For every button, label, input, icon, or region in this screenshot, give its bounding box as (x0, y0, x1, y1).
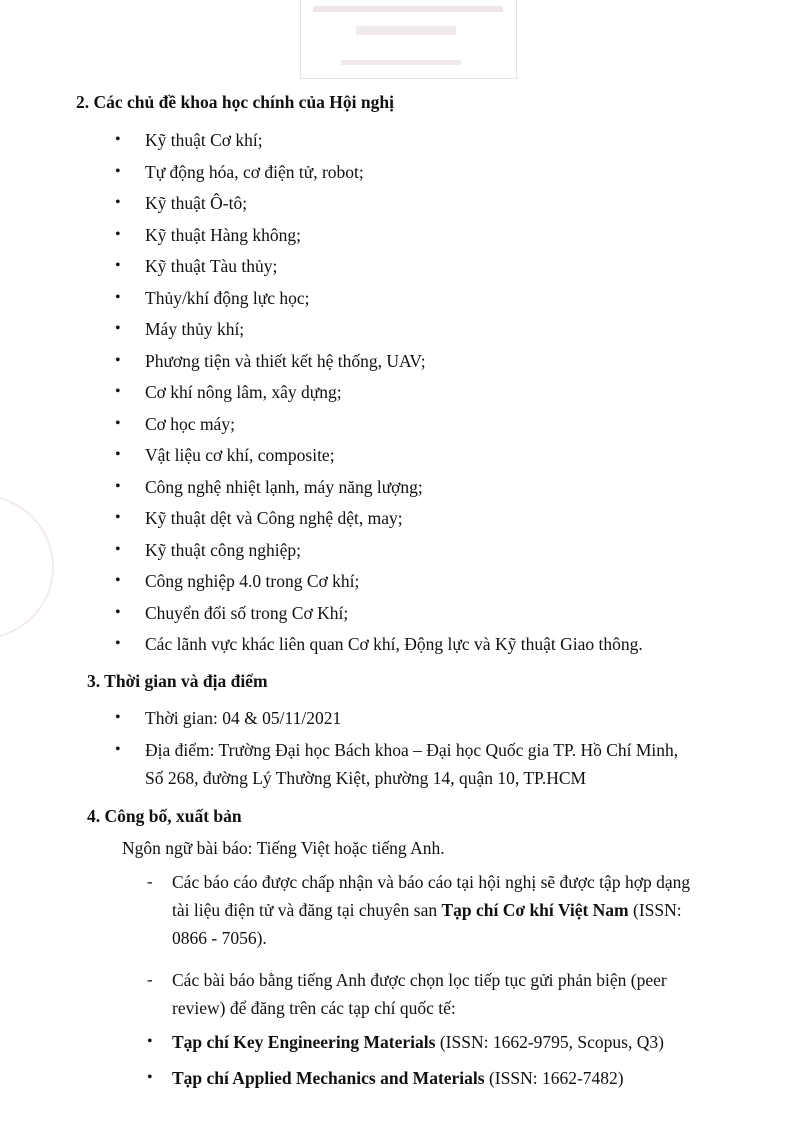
topic-item: Thủy/khí động lực học; (145, 287, 310, 308)
journal-2-name: Tạp chí Applied Mechanics and Materials (172, 1068, 485, 1088)
topic-item: Vật liệu cơ khí, composite; (145, 445, 335, 465)
journal-2 (172, 1068, 624, 1088)
topic-item: Công nghiệp 4.0 trong Cơ khí; (145, 571, 360, 591)
bullet-icon: • (115, 635, 121, 652)
topic-item: Máy thủy khí; (145, 319, 245, 339)
publication-item-2-line-1: Các bài báo bằng tiếng Anh được chọn lọc tiếp tục gửi phản biện (peer (172, 970, 667, 990)
stamp-mark (300, 0, 517, 79)
bullet-icon: • (115, 131, 121, 148)
bullet-icon: • (115, 414, 121, 432)
paper-language: Ngôn ngữ bài báo: Tiếng Việt hoặc tiếng Anh. (122, 838, 445, 858)
bullet-icon: • (115, 477, 121, 495)
bullet-icon: • (115, 288, 121, 306)
publication-item-1-line-1: Các báo cáo được chấp nhận và báo cáo tại hội nghị sẽ được tập hợp dạng (172, 872, 691, 892)
topic-item: Phương tiện và thiết kết hệ thống, UAV; (145, 350, 426, 371)
topic-item: Công nghệ nhiệt lạnh, máy năng lượng; (145, 476, 423, 497)
bullet-icon: • (115, 509, 121, 526)
section-3-heading: 3. Thời gian và địa điểm (87, 671, 268, 691)
bullet-icon: • (115, 225, 121, 243)
bullet-icon: • (115, 257, 121, 274)
bullet-icon: • (115, 540, 121, 558)
publication-item-1-issn: (ISSN: (628, 900, 682, 920)
topic-item: Kỹ thuật dệt và Công nghệ dệt, may; (145, 508, 403, 528)
journal-1 (172, 1032, 664, 1052)
journal-1-details: (ISSN: 1662-9795, Scopus, Q3) (435, 1032, 664, 1052)
bullet-icon: • (115, 320, 121, 337)
topic-item: Cơ học máy; (145, 413, 235, 434)
publication-item-1-text: tài liệu điện tử và đăng tại chuyên san (172, 900, 442, 920)
dash-icon: - (147, 872, 153, 891)
topic-item: Kỹ thuật Hàng không; (145, 224, 302, 245)
seal-mark (0, 495, 54, 639)
bullet-icon: • (115, 162, 121, 180)
topic-item: Tự động hóa, cơ điện tử, robot; (145, 161, 364, 182)
bullet-icon: • (115, 741, 121, 758)
topic-item: Kỹ thuật công nghiệp; (145, 539, 302, 560)
bullet-icon: • (147, 1069, 153, 1086)
event-time: Thời gian: 04 & 05/11/2021 (145, 708, 342, 728)
publication-item-1-line-2 (172, 900, 682, 920)
bullet-icon: • (115, 446, 121, 463)
bullet-icon: • (147, 1033, 153, 1050)
bullet-icon: • (115, 194, 121, 211)
section-4-heading: 4. Công bố, xuất bản (87, 806, 242, 826)
bullet-icon: • (115, 572, 121, 589)
topic-item: Kỹ thuật Cơ khí; (145, 130, 263, 150)
bullet-icon: • (115, 351, 121, 369)
publication-item-1-line-3: 0866 - 7056). (172, 928, 267, 948)
bullet-icon: • (115, 709, 121, 726)
journal-name-vietnam: Tạp chí Cơ khí Việt Nam (441, 900, 629, 920)
topic-item: Các lãnh vực khác liên quan Cơ khí, Động lực và Kỹ thuật Giao thông. (145, 634, 643, 654)
journal-2-details: (ISSN: 1662-7482) (484, 1068, 624, 1088)
event-place-line-1: Địa điểm: Trường Đại học Bách khoa – Đại học Quốc gia TP. Hồ Chí Minh, (145, 740, 679, 760)
topic-item: Chuyển đổi số trong Cơ Khí; (145, 602, 349, 623)
publication-item-2-line-2: review) để đăng trên các tạp chí quốc tế: (172, 998, 456, 1018)
journal-1-name: Tạp chí Key Engineering Materials (172, 1032, 436, 1052)
dash-icon: - (147, 970, 153, 989)
bullet-icon: • (115, 383, 121, 400)
section-2-heading: 2. Các chủ đề khoa học chính của Hội nghị (76, 92, 394, 112)
topic-item: Kỹ thuật Ô-tô; (145, 193, 248, 213)
topic-item: Cơ khí nông lâm, xây dựng; (145, 382, 342, 402)
bullet-icon: • (115, 603, 121, 621)
topic-item: Kỹ thuật Tàu thủy; (145, 256, 278, 276)
event-place-line-2: Số 268, đường Lý Thường Kiệt, phường 14, quận 10, TP.HCM (145, 768, 587, 788)
